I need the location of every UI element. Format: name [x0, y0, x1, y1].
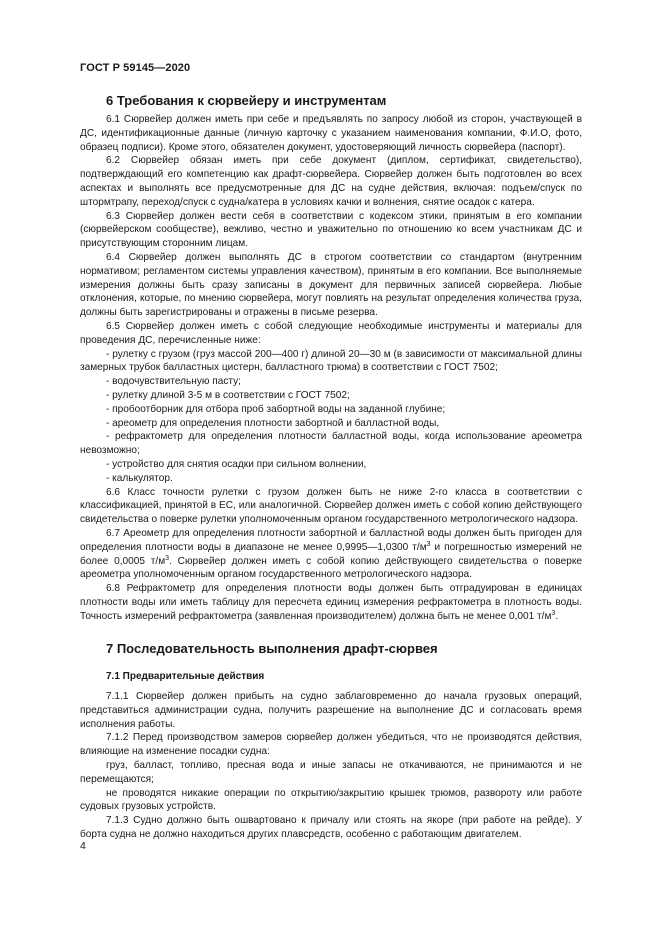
- list-item: - водочувствительную пасту;: [106, 376, 241, 388]
- page-number: 4: [80, 840, 86, 852]
- list-item: - рефрактометр для определения плотности балластной воды, когда использование ареометра невозможно;: [80, 431, 582, 457]
- list-item: - рулетку длиной 3-5 м в соответствии с ГОСТ 7502;: [106, 389, 350, 401]
- paragraph-7-1-3: 7.1.3 Судно должно быть ошвартовано к причалу или стоять на якоре (при работе на рейде). У борта судна не должно находиться других плавсредств, особенно с работающим двигателем.: [80, 815, 582, 840]
- paragraph-7-1-2: 7.1.2 Перед производством замеров сюрвейер должен убедиться, что не производятся действия, влияющие на изменение посадки судна:: [80, 732, 582, 758]
- paragraph-6-4: 6.4 Сюрвейер должен выполнять ДС в строгом соответствии со стандартом (внутренним нормативом; регламентом системы управления качеством), принятым в его компании. Все выполняемые измерения должны быть сразу записаны в документ для первичных записей сюрвейера. Любые отклонения, которые, по мнению сюрвейера, могут повлиять на результат определения количества груза, должны быть зарегистрированы и отражены в письме резерва.: [80, 251, 582, 319]
- paragraph-7-1-2-a: груз, балласт, топливо, пресная вода и иные запасы не откачиваются, не принимаются и не перемещаются;: [80, 759, 582, 785]
- paragraph-6-2: 6.2 Сюрвейер обязан иметь при себе документ (диплом, сертификат, свидетельство), подтверждающий его компетенцию как драфт-сюрвейера. Сюрвейер должен быть подготовлен во всех аспектах и выполнять все предусмотренные для ДС на судне действия, включая: подъем/спуск по штормтрапу, переход/спуск с судна/катера в условиях качки и волнения, снятие осадок с катера.: [80, 155, 582, 208]
- section-6-title: 6 Требования к сюрвейеру и инструментам: [106, 93, 387, 108]
- list-item: - рулетку с грузом (груз массой 200—400 г) длиной 20—30 м (в зависимости от максимальной длины замерных трубок балластных цистерн, балластного трюма) в соответствии с ГОСТ 7502;: [80, 348, 582, 374]
- paragraph-6-8: 6.8 Рефрактометр для определения плотности воды должен быть отградуирован в единицах плотности воды или иметь таблицу для пересчета единиц измерения рефрактометра в плотность воды. Точность измерений рефрактометра (заявленная производителем) должна быть не менее 0,001 $т/м^3$.: [80, 583, 582, 622]
- list-item: - устройство для снятия осадки при сильном волнении,: [106, 458, 367, 470]
- paragraph-6-5: 6.5 Сюрвейер должен иметь с собой следующие необходимые инструменты и материалы для проведения ДС, перечисленные ниже:: [80, 320, 582, 346]
- paragraph-7-1-1: 7.1.1 Сюрвейер должен прибыть на судно заблаговременно до начала грузовых операций, представиться администрации судна, получить разрешение на выполнение ДС и согласовать время исполнения работы.: [80, 691, 582, 730]
- section-7-body: [80, 690, 582, 842]
- list-item: - пробоотборник для отбора проб забортной воды на заданной глубине;: [106, 403, 446, 415]
- paragraph-6-7: 6.7 Ареометр для определения плотности забортной и балластной воды должен быть пригоден для определения плотности воды в диапазоне не менее 0,9995—1,0300 $т/м^3$ и погрешностью измерений не более 0,0005 $т/м^3$. Сюрвейер должен иметь с собой копию действующего свидетельства о поверке ареометра уполномоченным органом государственного метрологического надзора.: [80, 527, 583, 581]
- section-7-title: 7 Последовательность выполнения драфт-сюрвея: [106, 641, 438, 656]
- paragraph-7-1-2-b: не проводятся никакие операции по открытию/закрытию крышек трюмов, развороту или работе судовых грузовых устройств.: [80, 787, 582, 813]
- list-item: - калькулятор.: [106, 472, 173, 484]
- subsection-7-1-title: 7.1 Предварительные действия: [106, 671, 265, 682]
- document-id: ГОСТ Р 59145—2020: [80, 62, 191, 74]
- paragraph-6-6: 6.6 Класс точности рулетки с грузом должен быть не ниже 2-го класса в соответствии с классификацией, принятой в ЕС, или аналогичной. Сюрвейер должен иметь с собой копию действующего свидетельства о поверке рулетки уполномоченным органом государственного метрологического надзора.: [80, 486, 582, 526]
- list-item: - ареометр для определения плотности забортной и балластной воды,: [106, 417, 440, 429]
- section-6-body: [80, 113, 582, 623]
- paragraph-6-3: 6.3 Сюрвейер должен вести себя в соответствии с кодексом этики, принятым в его компании (сюрвейерском сообществе), вежливо, честно и уважительно по отношению ко всем участникам ДС и присутствующим сторонним лицам.: [80, 210, 582, 250]
- paragraph-6-1: 6.1 Сюрвейер должен иметь при себе и предъявлять по запросу любой из сторон, участвующей в ДС, идентификационные данные (личную карточку с указанием наименования компании, Ф.И.О, фото, образец подписи). Кроме этого, обязателен документ, удостоверяющий личность сюрвейера (паспорт).: [80, 114, 582, 153]
